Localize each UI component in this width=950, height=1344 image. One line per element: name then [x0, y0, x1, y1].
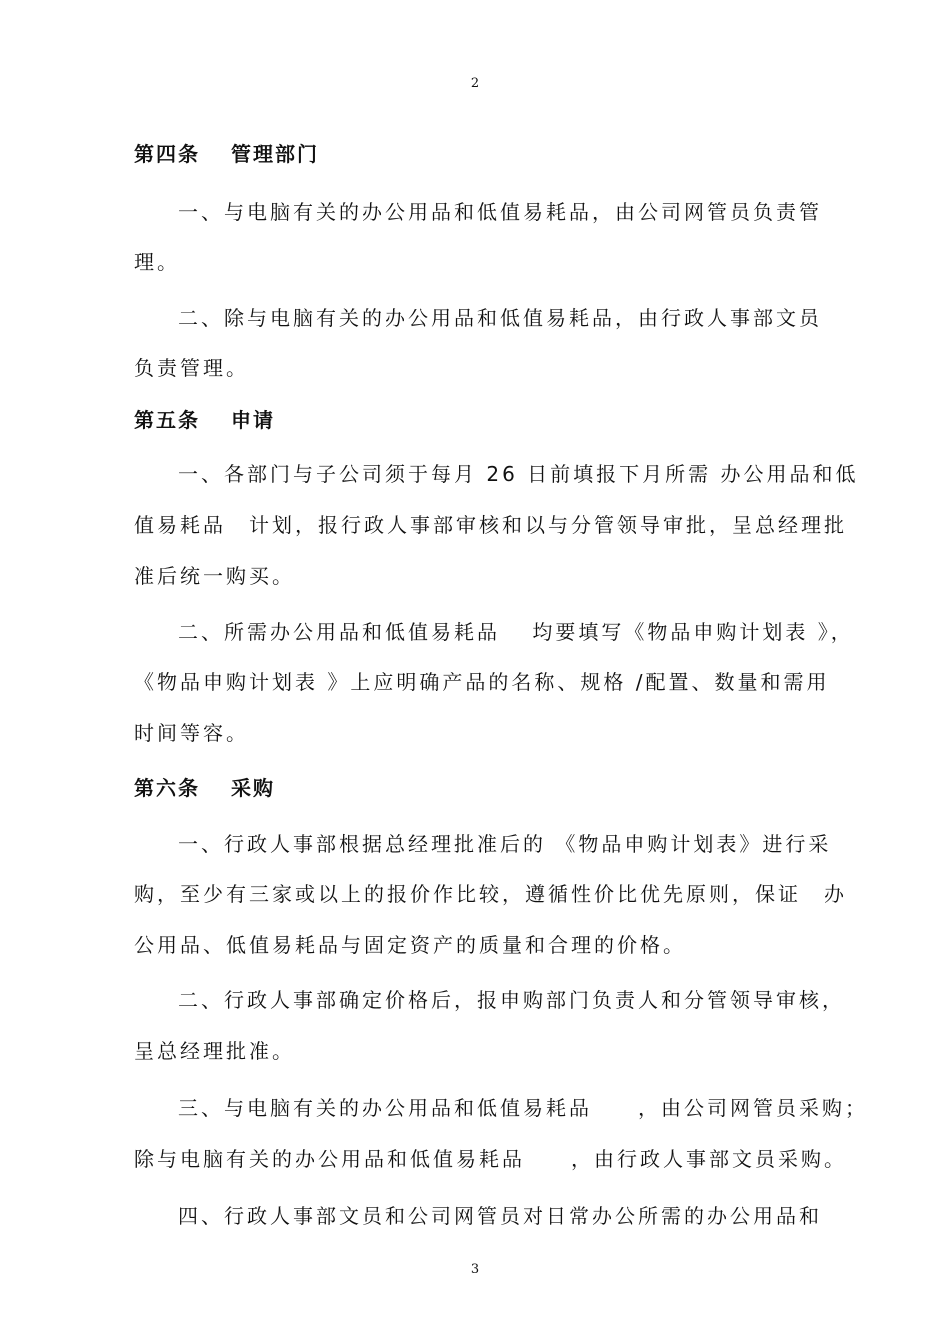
article-4-heading: 第四条 管理部门: [134, 142, 319, 166]
article-4-paragraph-1-line-2: 理。: [134, 250, 180, 274]
article-5-paragraph-2-line-2: 《物品申购计划表 》上应明确产品的名称、规格 /配置、数量和需用: [134, 670, 830, 694]
article-6-paragraph-1-line-3: 公用品、低值易耗品与固定资产的质量和合理的价格。: [134, 933, 686, 957]
article-6-heading: 第六条 采购: [134, 776, 275, 800]
page-number-bottom: 3: [470, 1262, 480, 1277]
article-5-paragraph-1-line-3: 准后统一购买。: [134, 564, 295, 588]
article-6-paragraph-2-line-2: 呈总经理批准。: [134, 1039, 295, 1063]
article-5-paragraph-1-line-2: 值易耗品 计划，报行政人事部审核和以与分管领导审批，呈总经理批: [134, 513, 847, 537]
article-5-paragraph-2-line-1: 二、所需办公用品和低值易耗品 均要填写《物品申购计划表 》，: [178, 620, 854, 644]
article-6-paragraph-1-line-1: 一、行政人事部根据总经理批准后的 《物品申购计划表》进行采: [178, 832, 832, 856]
article-6-paragraph-4-line-1: 四、行政人事部文员和公司网管员对日常办公所需的办公用品和: [178, 1204, 822, 1228]
article-6-paragraph-3-line-2: 除与电脑有关的办公用品和低值易耗品 ，由行政人事部文员采购。: [134, 1147, 847, 1171]
article-5-paragraph-2-line-3: 时间等容。: [134, 721, 249, 745]
article-5-paragraph-1-line-1: 一、各部门与子公司须于每月 26 日前填报下月所需 办公用品和低: [178, 462, 859, 486]
article-4-paragraph-2-line-1: 二、除与电脑有关的办公用品和低值易耗品，由行政人事部文员: [178, 306, 822, 330]
article-6-paragraph-3-line-1: 三、与电脑有关的办公用品和低值易耗品 ，由公司网管员采购；: [178, 1096, 868, 1120]
article-6-paragraph-1-line-2: 购，至少有三家或以上的报价作比较，遵循性价比优先原则，保证 办: [134, 882, 847, 906]
article-5-heading: 第五条 申请: [134, 408, 275, 432]
article-4-paragraph-1-line-1: 一、与电脑有关的办公用品和低值易耗品，由公司网管员负责管: [178, 200, 822, 224]
article-6-paragraph-2-line-1: 二、行政人事部确定价格后，报申购部门负责人和分管领导审核，: [178, 988, 845, 1012]
page-number-top: 2: [470, 76, 480, 91]
article-4-paragraph-2-line-2: 负责管理。: [134, 356, 249, 380]
